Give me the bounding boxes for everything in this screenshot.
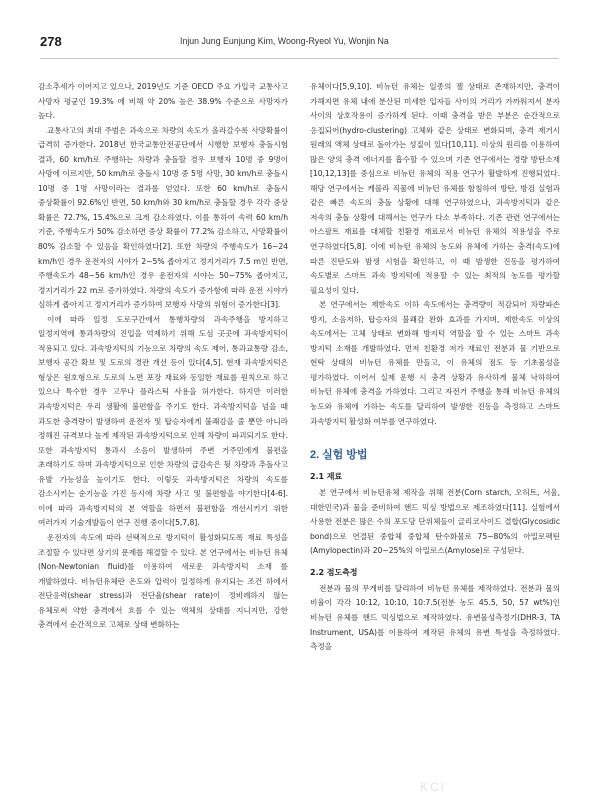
- paragraph: 본 연구에서 비뉴턴유체 제작을 위해 전분(Corn starch, 오허트, 서울, 대한민국)과 물을 준비하여 핸드 믹싱 방법으로 제조하였다[11]. 실험에서 사용한 전분은 많은 수의 포도당 단위체들이 글리코사이드 결합(Glycosidic bond)으로 연결된 중합체 중합체 탄수화물로 75~80%의 아밀로펙틴(Amylopectin)과 20~25%의 아밀로스(Amylose)로 구성된다.: [310, 488, 560, 556]
- paragraph: 유체이다[5,9,10]. 비뉴턴 유체는 일종의 젤 상태로 존재하지만, 충격이 가해지면 유체 내에 분산된 미세한 입자들 사이의 거리가 가까워져서 분자 사이의 상호작용이 증가하게 된다. 이때 충격을 받은 부분은 순간적으로 응집되어(hydro-clustering) 고체와 같은 상태로 변화되며, 충격 제거시 원래의 액체 상태로 돌아가는 성질이 있다[10,11]. 이상의 원리를 이용하여 많은 양의 충격 에너지를 흡수할 수 있으며 기존 연구에서는 경량 방탄소재[10,12,13]를 중심으로 비뉴턴 유체의 적용 연구가 활발하게 진행되었다. 해당 연구에서는 케블라 직물에 비뉴턴 유체를 함침하여 방탄, 방검 실험과 같은 빠른 속도의 충돌 상황에 대해 연구하였으나, 과속방지턱과 같은 저속의 충돌 상황에 대해서는 연구가 다소 부족하다. 기존 관련 연구에서는 아스팔트 재료를 대체할 친환경 재료로서 비뉴턴 유체의 적용성을 주로 연구하였다[5,8]. 이에 비뉴턴 유체의 농도와 유체에 가하는 충격(속도)에 따른 진탄도와 밤생 시험을 확인하고, 이 때 밤생한 진동을 평가하여 속도별로 스마트 과속 방지턱에 적용할 수 있는 최적의 농도를 평가할 필요성이 있다.: [310, 82, 560, 295]
- paragraph: 전분과 물의 무게비를 달리하여 비뉴턴 유체를 제작하였다. 전분과 물의 비율이 각각 10:12, 10:10, 10:7.5(전분 농도 45.5, 50, 57 wt%)인 비뉴턴 유체를 핸드 믹싱법으로 제작하였다. 유변물성측정기(DHR-3, TA Instrument, USA)를 이용하여 제작된 유체의 유변 특성을 측정하였다. 측정을: [310, 583, 560, 652]
- paragraph: 이에 따라 일정 도로구간에서 통행차량의 과속주행을 방지하고 일정지역에 통과차량의 진입을 억제하기 위해 도심 곳곳에 과속방지턱이 적용되고 있다. 과속방지턱의 기능으로 차량의 속도 제어, 통과교통량 감소, 보행자 공간 확보 및 도로의 경관 개선 등이 있다[4,5]. 현재 과속방지턱은 형상은 원호형으로 도로의 노면 포장 재료와 동일한 재료를 원칙으로 하고 있으나 특수한 경우 고무나 플라스틱 사용을 허가한다. 하지만 이러한 과속방지턱은 우리 생활에 불편함을 주기도 한다. 과속방지턱을 넘을 때 과도한 충격량이 발생하여 운전자 및 탑승자에게 불쾌감을 줄 뿐만 아니라 정해진 규격보다 높게 제작된 과속방지턱으로 인해 차량이 파괴되기도 한다. 또한 과속방지턱 통과시 소음이 발생하여 주변 거주민에게 불편을 초래하기도 하며 과속방지턱으로 인한 차량의 급감속은 뒷 차량과 추돌사고 유발 가능성을 높이기도 한다. 이렇듯 과속방지턱은 차량의 속도를 감소시키는 순기능을 가진 동시에 차량 사고 및 불편함을 야기한다[4-6]. 이에 따라 과속방지턱의 본 역할을 하면서 불편함을 개선시키기 위한 여러가지 기술개발들이 연구 진행 중이다[5,7,8].: [38, 314, 288, 528]
- left-column: [38, 80, 288, 633]
- watermark: KCI: [420, 780, 447, 794]
- paragraph: 운전자의 속도에 따라 선택적으로 방지턱이 활성화되도록 재료 특성을 조절할 수 있다면 상기의 문제를 해결할 수 있다. 본 연구에서는 비뉴턴 유체(Non-Newtonian fluid)를 이용하여 새로운 과속방지턱 소재 를 개발하였다. 비뉴턴유체란 온도와 압력이 일정하게 유지되는 조건 하에서 전단응력(shear stress)과 전단율(shear rate)이 정비례하지 않는 유체로써 약한 충격에서 흐를 수 있는 액체의 상태를 지니지만, 강한 충격에서 순간적으로 고체로 상태 변화하는: [38, 532, 288, 630]
- subsection-title: 2.1 재료: [310, 472, 343, 482]
- running-head-authors: Injun Jung Eunjung Kim, Woong-Ryeol Yu, Wonjin Na: [180, 36, 389, 46]
- paragraph: 본 연구에서는 제한속도 이하 속도에서는 충격량이 적감되어 차량파손 방지, 소음저하, 탑승자의 불쾌감 완화 효과를 가지며, 제한속도 이상의 속도에서는 고체 상태로 변화해 방지턱 역할을 할 수 있는 스마트 과속 방지턱 소재를 개발하였다. 먼저 친환경 저가 재료인 전분과 물 기반으로 현탁 상태의 비뉴턴 유체를 만들고, 이 유체의 점도 등 기초물성을 평가하였다. 이어서 실제 운행 시 충격 상황과 유사하게 물체 낙하하여 비뉴턴 유체에 충격을 가하였다. 그리고 자전거 주행을 통해 비뉴턴 유체의 농도와 유체에 가하는 속도를 달리하여 발생한 진동을 측정하고 스마트 과속방지턱 활성화 여부를 연구하였다.: [310, 300, 560, 426]
- page-number: 278: [40, 34, 62, 49]
- page-header: [0, 34, 599, 50]
- subsection-title: 2.2 점도측정: [310, 567, 358, 577]
- paragraph: 교통사고의 최대 주범은 과속으로 차량의 속도가 올라갈수록 사망확률이 급격히 증가한다. 2018년 한국교통안전공단에서 시행한 보행자 충돌시험 결과, 60 km/h로 주행하는 차량과 충돌할 경우 보행자 10명 중 9명이 사망에 이르지만, 50 km/h로 충돌시 10명 중 5명 사망, 30 km/h로 충돌시 10명 중 1명 사망이라는 결과를 얻었다. 또한 60 km/h로 충돌시 중상확률이 92.6%인 반면, 50 km/h와 30 km/h로 충돌할 경우 각각 중상 확률은 72.7%, 15.4%으로 크게 감소하였다. 이를 통하여 속력 60 km/h 기준, 주행속도가 50% 감소하면 중상 확률이 77.2% 감소하고, 사망확률이 80% 감소할 수 있음을 확인하였다[2]. 또한 차량의 주행속도가 16~24 km/h인 경우 운전자의 시야가 2~5% 좁아지고 정지거리가 7.5 m인 반면, 주행속도가 48~56 km/h인 경우 운전자의 시야는 50~75% 좁아지고, 정지거리가 22 m로 증가하였다. 차량의 속도가 증가함에 따라 운전 시야가 심하게 좁아지고 정지거리가 증가하여 보행자 사망의 위험이 증가한다[3].: [38, 125, 288, 310]
- header-rule: [40, 58, 559, 59]
- right-column: [310, 80, 560, 655]
- paragraph: 감소추세가 이어지고 있으나, 2019년도 기준 OECD 주요 가입국 교통사고 사망자 평균인 19.3% 에 비해 약 20% 높은 38.9% 수준으로 사망자가 높다.: [38, 82, 288, 121]
- section-title: 2. 실험 방법: [310, 449, 368, 462]
